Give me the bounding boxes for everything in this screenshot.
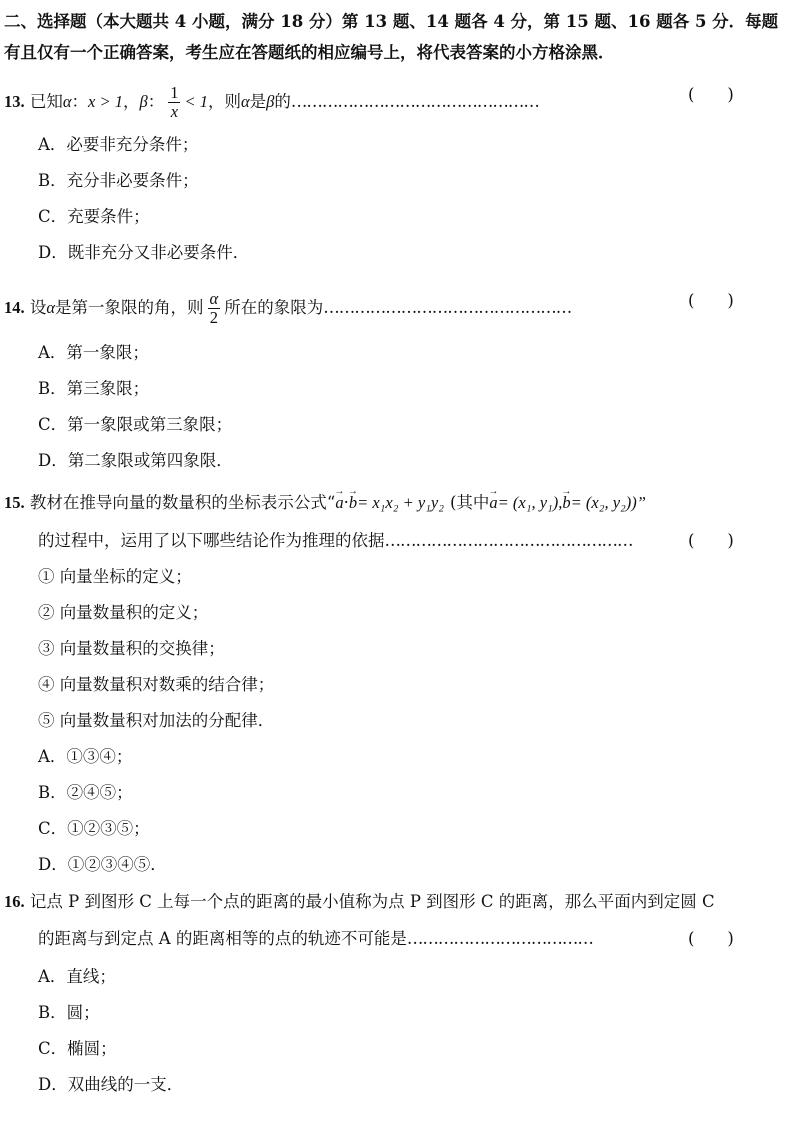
stem-text: 的过程中，运用了以下哪些结论作为推理的依据: [38, 531, 385, 550]
answer-paren: ( ): [688, 291, 734, 310]
option-c: C．第一象限或第三象限；: [38, 415, 233, 434]
math-expression: = x₁x₂ + y₁y₂: [357, 493, 444, 512]
vector-symbol: → a: [335, 492, 343, 514]
stem-text: 是第一象限的角，则: [55, 298, 204, 317]
stem-text: 记点 P 到图形 C 上每一个点的距离的最小值称为点 P 到图形 C 的距离，那么平面内到定圆 C: [29, 892, 715, 911]
option-c: C．充要条件；: [38, 207, 150, 226]
question-number: 16.: [4, 892, 25, 911]
section-header-line1: 二、选择题（本大题共 4 小题，满分 18 分）第 13 题、14 题各 4 分，第 15 题、16 题各 5 分．每题: [4, 12, 779, 31]
question-15-stem-line2: [38, 530, 633, 552]
vector-symbol: → b: [349, 492, 357, 514]
stem-text: 所在的象限为: [224, 298, 324, 317]
option-a: A．必要非充分条件；: [38, 135, 199, 154]
answer-paren: ( ): [688, 929, 734, 948]
statement-item: ③ 向量数量积的交换律；: [38, 639, 225, 658]
option-c: C．①②③⑤；: [38, 819, 150, 838]
option-b: B．圆；: [38, 1003, 100, 1022]
math-expression: = (x₁, y₁),: [497, 493, 563, 512]
leader-dots: …………………………………………: [323, 298, 572, 317]
math-symbol: β: [139, 92, 148, 111]
stem-text: 已知: [29, 92, 63, 111]
question-14-stem: [4, 290, 571, 327]
leader-dots: ………………………………: [406, 929, 593, 948]
stem-text: ，则: [208, 92, 241, 111]
option-a: A．①③④；: [38, 747, 133, 766]
stem-text: 设: [29, 298, 47, 317]
math-symbol: α: [46, 298, 56, 317]
math-expression: x > 1: [88, 92, 124, 111]
section-header-line2: 有且仅有一个正确答案，考生应在答题纸的相应编号上，将代表答案的小方格涂黑．: [4, 43, 615, 62]
fraction-numerator: 1: [170, 83, 179, 102]
leader-dots: …………………………………………: [290, 92, 539, 111]
stem-text: ：: [147, 92, 165, 111]
option-d: D．双曲线的一支．: [38, 1075, 184, 1094]
math-expression: < 1: [184, 92, 208, 111]
answer-paren: ( ): [688, 531, 734, 550]
question-number: 15.: [4, 493, 25, 512]
math-symbol: β: [266, 92, 275, 111]
fraction: [208, 290, 221, 327]
fraction: [168, 84, 180, 121]
question-13-stem: [4, 84, 539, 121]
option-c: C．椭圆；: [38, 1039, 117, 1058]
math-symbol: α: [241, 92, 250, 111]
stem-text: 的距离与到定点 A 的距离相等的点的轨迹不可能是: [38, 929, 407, 948]
stem-text: ，: [123, 92, 140, 111]
fraction-denominator: 2: [208, 308, 221, 327]
option-d: D．①②③④⑤．: [38, 855, 167, 874]
option-a: A．直线；: [38, 967, 116, 986]
option-a: A．第一象限；: [38, 343, 149, 362]
statement-item: ① 向量坐标的定义；: [38, 567, 192, 586]
stem-text: 是: [249, 92, 267, 111]
statement-item: ⑤ 向量数量积对加法的分配律．: [38, 711, 275, 730]
option-b: B．②④⑤；: [38, 783, 133, 802]
fraction-numerator: α: [209, 289, 219, 308]
answer-paren: ( ): [688, 85, 734, 104]
option-d: D．既非充分又非必要条件．: [38, 243, 250, 262]
stem-text: (其中: [449, 493, 490, 512]
fraction-denominator: x: [168, 102, 180, 121]
question-number: 14.: [4, 298, 25, 317]
stem-text: 教材在推导向量的数量积的坐标表示公式“: [29, 493, 336, 512]
question-15-stem-line1: [4, 492, 646, 514]
statement-item: ④ 向量数量积对数乘的结合律；: [38, 675, 275, 694]
question-16-stem-line1: [4, 891, 715, 913]
option-b: B．第三象限；: [38, 379, 150, 398]
stem-text: ：: [71, 92, 89, 111]
statement-item: ② 向量数量积的定义；: [38, 603, 209, 622]
vector-symbol: → b: [562, 492, 570, 514]
leader-dots: …………………………………………: [384, 531, 633, 550]
option-b: B．充分非必要条件；: [38, 171, 199, 190]
vector-symbol: → a: [489, 492, 497, 514]
math-symbol: α: [62, 92, 72, 111]
question-number: 13.: [4, 92, 25, 111]
stem-text: 的: [274, 92, 291, 111]
math-operator: ·: [343, 493, 349, 512]
question-16-stem-line2: [38, 928, 593, 950]
option-d: D．第二象限或第四象限．: [38, 451, 233, 470]
math-expression: = (x₂, y₂))”: [570, 493, 646, 512]
